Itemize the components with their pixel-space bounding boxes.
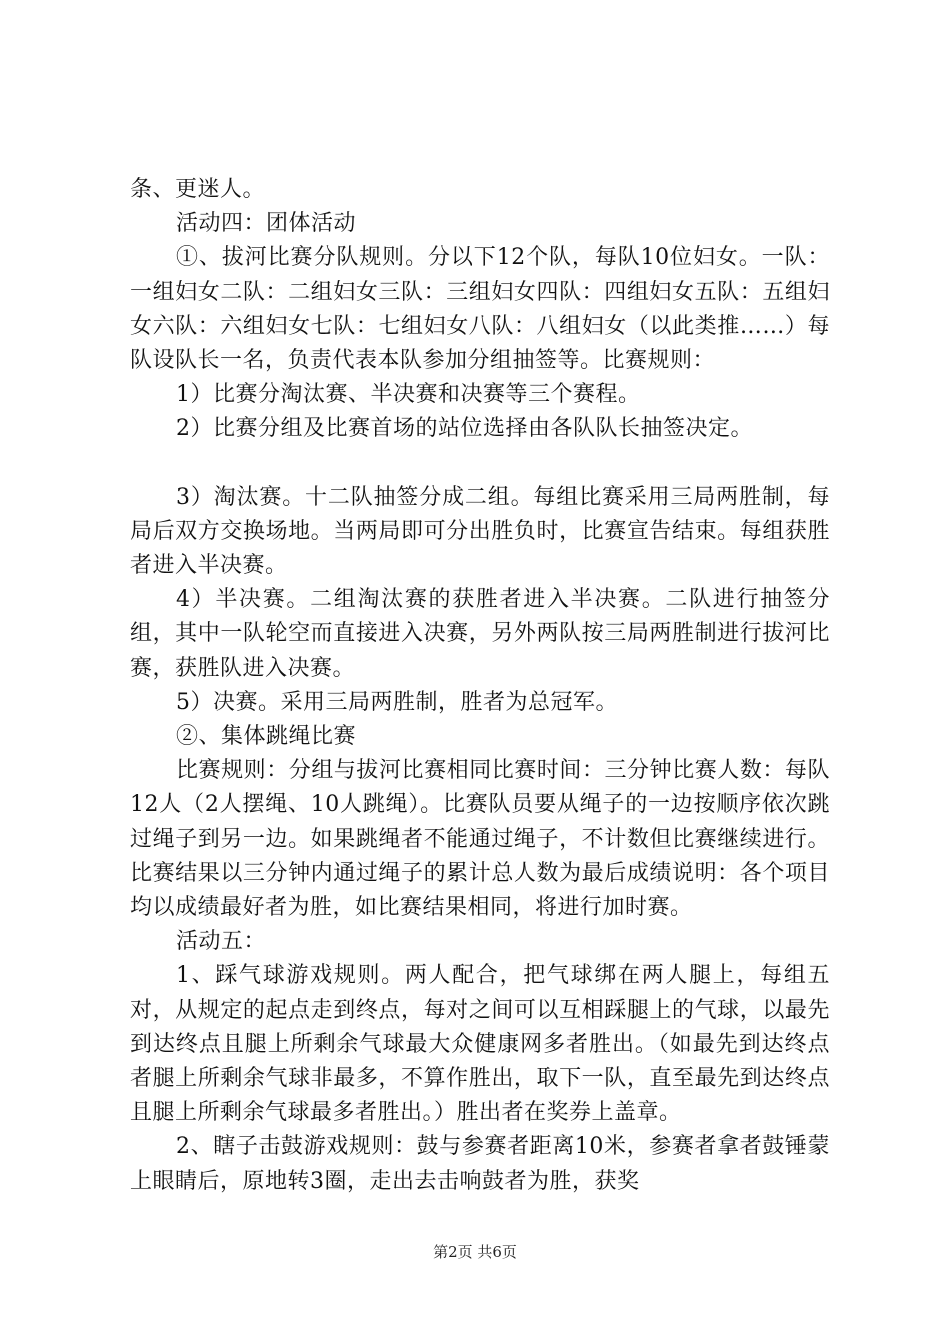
paragraph-tug-of-war-teams: ①、拔河比赛分队规则。分以下12个队，每队10位妇女。一队：一组妇女二队：二组妇女三队：三组妇女四队：四组妇女五队：五组妇女六队：六组妇女七队：七组妇女八队：八组妇女（以此类推……）每队设队长一名，负责代表本队参加分组抽签等。比赛规则： <box>130 245 830 374</box>
paragraph-balloon-game: 1、踩气球游戏规则。两人配合，把气球绑在两人腿上，每组五对，从规定的起点走到终点，每对之间可以互相踩腿上的气球，以最先到达终点且腿上所剩余气球最大众健康网多者胜出。（如最先到达终点者腿上所剩余气球非最多，不算作胜出，取下一队，直至最先到达终点且腿上所剩余气球最多者胜出。）胜出者在奖券上盖章。 <box>130 963 830 1126</box>
paragraph-jump-rope-rules: 比赛规则：分组与拔河比赛相同比赛时间：三分钟比赛人数：每队12人（2人摆绳、10人跳绳）。比赛队员要从绳子的一边按顺序依次跳过绳子到另一边。如果跳绳者不能通过绳子，不计数但比赛继续进行。比赛结果以三分钟内通过绳子的累计总人数为最后成绩说明：各个项目均以成绩最好者为胜，如比赛结果相同，将进行加时赛。 <box>130 758 830 921</box>
rule-item-3: 3）淘汰赛。十二队抽签分成二组。每组比赛采用三局两胜制，每局后双方交换场地。当两局即可分出胜负时，比赛宣告结束。每组获胜者进入半决赛。 <box>130 484 830 579</box>
heading-jump-rope: ②、集体跳绳比赛 <box>176 724 357 750</box>
page-footer: 第2页 共6页 <box>433 1243 517 1261</box>
rule-item-5: 5）决赛。采用三局两胜制，胜者为总冠军。 <box>176 689 618 715</box>
rule-item-2: 2）比赛分组及比赛首场的站位选择由各队队长抽签决定。 <box>176 416 753 442</box>
heading-activity-five: 活动五： <box>176 929 267 955</box>
rule-item-1: 1）比赛分淘汰赛、半决赛和决赛等三个赛程。 <box>176 382 641 408</box>
heading-activity-four: 活动四：团体活动 <box>176 211 357 237</box>
rule-item-4: 4）半决赛。二组淘汰赛的获胜者进入半决赛。二队进行抽签分组，其中一队轮空而直接进入决赛，另外两队按三局两胜制进行拔河比赛，获胜队进入决赛。 <box>130 587 830 681</box>
paragraph-continuation: 条、更迷人。 <box>130 177 266 202</box>
document-body <box>130 173 830 1199</box>
paragraph-blind-drum-game: 2、瞎子击鼓游戏规则：鼓与参赛者距离10米，参赛者拿者鼓锤蒙上眼睛后，原地转3圈，走出去击响鼓者为胜，获奖 <box>130 1134 830 1194</box>
